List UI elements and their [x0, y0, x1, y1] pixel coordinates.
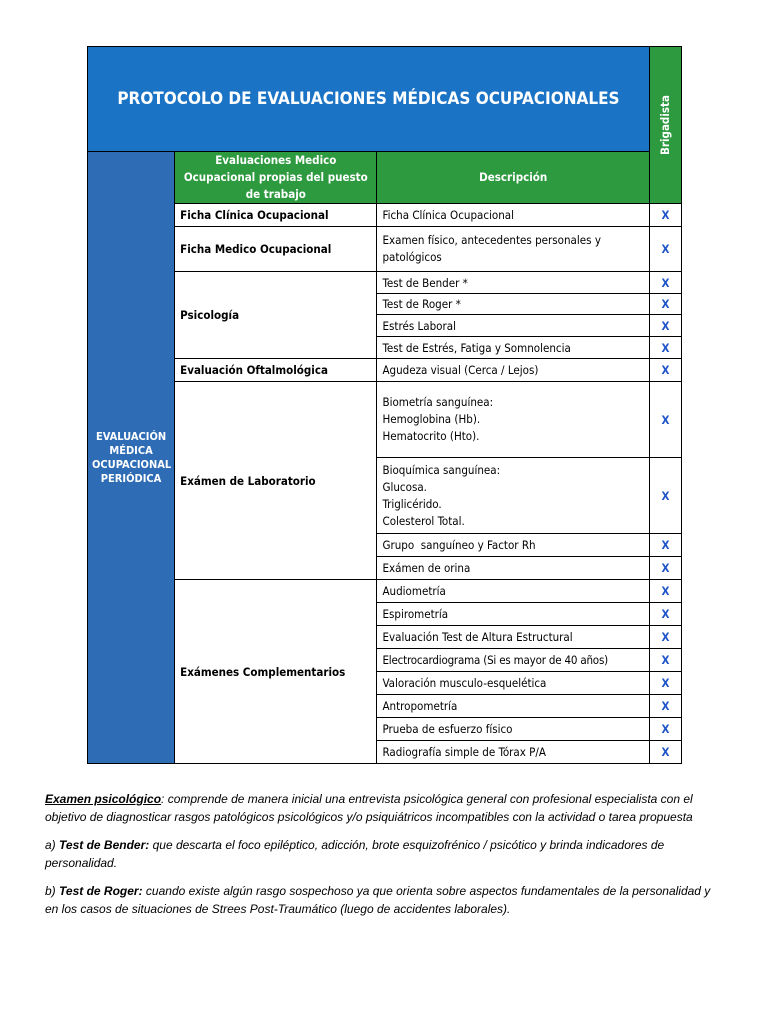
item-description: Test de Bender * [377, 272, 649, 294]
brigadista-mark: X [649, 315, 681, 337]
item-heading: Biometría sanguínea: [382, 395, 494, 409]
item-description: Ficha Clínica Ocupacional [377, 204, 649, 227]
header-evaluaciones: Evaluaciones Medico Ocupacional propias del puesto de trabajo [175, 152, 377, 204]
item-description: Electrocardiograma (Si es mayor de 40 años) [377, 649, 649, 672]
brigadista-mark: X [649, 204, 681, 227]
item-line: Hematocrito (Hto). [382, 429, 480, 443]
item-description: Audiometría [377, 580, 649, 603]
note-label: Test de Bender: [59, 838, 150, 852]
brigadista-mark: X [649, 337, 681, 359]
brigadista-mark: X [649, 580, 681, 603]
brigadista-mark: X [649, 458, 681, 534]
item-description: Test de Roger * [377, 294, 649, 315]
group-label: Evaluación Oftalmológica [175, 359, 377, 382]
brigadista-mark: X [649, 534, 681, 557]
category-label: EVALUACIÓN MÉDICA OCUPACIONAL PERIÓDICA [88, 152, 175, 764]
item-description: Agudeza visual (Cerca / Lejos) [377, 359, 649, 382]
note-text: : comprende de manera inicial una entrevista psicológica general con profesional especialista con el objetivo de diagnosticar rasgos patológicos psicológicos y/o psiquiátricos incompatibles con la actividad o tarea propuesta [45, 792, 693, 824]
item-line: Triglicérido. [382, 496, 442, 511]
item-description: Examen físico, antecedentes personales y patológicos [377, 227, 649, 272]
item-description: Evaluación Test de Altura Estructural [377, 626, 649, 649]
table-title: PROTOCOLO DE EVALUACIONES MÉDICAS OCUPACIONALES [88, 47, 650, 152]
brigadista-mark: X [649, 695, 681, 718]
header-descripcion: Descripción [377, 152, 649, 204]
group-label: Exámenes Complementarios [175, 580, 377, 764]
item-description [377, 382, 649, 458]
note-psicologico [45, 790, 725, 826]
item-description: Espirometría [377, 603, 649, 626]
note-bender [45, 836, 725, 872]
item-line: Glucosa. [382, 479, 427, 494]
item-description [377, 458, 649, 534]
item-description: Valoración musculo-esquelética [377, 672, 649, 695]
item-description: Grupo sanguíneo y Factor Rh [377, 534, 649, 557]
note-text: que descarta el foco epiléptico, adicción, brote esquizofrénico / psicótico y brinda indicadores de personalidad. [45, 838, 665, 870]
brigadista-mark: X [649, 382, 681, 458]
brigadista-mark: X [649, 672, 681, 695]
item-description: Exámen de orina [377, 557, 649, 580]
brigadista-mark: X [649, 649, 681, 672]
column-brigadista: Brigadista [649, 47, 681, 204]
item-description: Prueba de esfuerzo físico [377, 718, 649, 741]
group-label: Ficha Clínica Ocupacional [175, 204, 377, 227]
brigadista-mark: X [649, 557, 681, 580]
item-description: Estrés Laboral [377, 315, 649, 337]
group-label: Ficha Medico Ocupacional [175, 227, 377, 272]
brigadista-mark: X [649, 603, 681, 626]
notes-section [45, 790, 725, 928]
brigadista-mark: X [649, 272, 681, 294]
note-prefix: b) [45, 884, 60, 898]
brigadista-mark: X [649, 718, 681, 741]
item-description: Radiografía simple de Tórax P/A [377, 741, 649, 764]
protocol-table [87, 46, 682, 764]
note-text: cuando existe algún rasgo sospechoso ya que orienta sobre aspectos fundamentales de la personalidad y en los casos de situaciones de Strees Post-Traumático (luego de accidentes laborales). [45, 884, 711, 916]
brigadista-mark: X [649, 227, 681, 272]
note-label: Test de Roger: [59, 884, 143, 898]
brigadista-mark: X [649, 359, 681, 382]
note-roger [45, 882, 725, 918]
brigadista-mark: X [649, 294, 681, 315]
item-heading: Bioquímica sanguínea: [382, 462, 501, 477]
item-description: Test de Estrés, Fatiga y Somnolencia [377, 337, 649, 359]
note-label: Examen psicológico [45, 792, 162, 806]
item-line: Colesterol Total. [382, 513, 465, 528]
note-prefix: a) [45, 838, 60, 852]
brigadista-mark: X [649, 741, 681, 764]
group-label: Psicología [175, 272, 377, 359]
item-description: Antropometría [377, 695, 649, 718]
item-line: Hemoglobina (Hb). [382, 412, 481, 426]
group-label: Exámen de Laboratorio [175, 382, 377, 580]
brigadista-mark: X [649, 626, 681, 649]
